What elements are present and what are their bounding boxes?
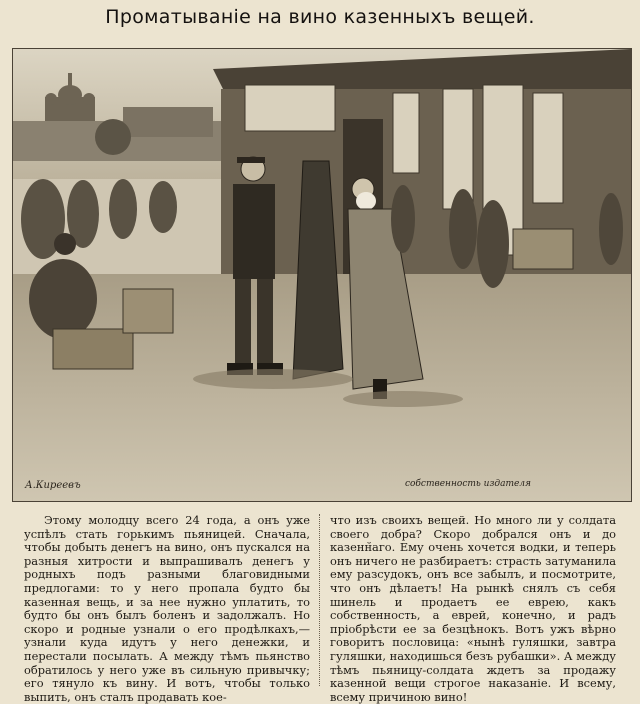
article-paragraph-2: что изъ своихъ вещей. Но много ли у солдата своего добра? Скоро добрался онъ и до казенн̆аго. Ему очень хочется водки, и теперь онъ ничего не разбираетъ: страсть затуманила ему разсудокъ, онъ все забылъ, и посмотрите, что онъ дѣлаетъ! На рынкѣ снялъ съ себя шинель и продаетъ ее еврею, какъ собственность, а еврей, конечно, и радъ пріобрѣсти ее за безцѣнокъ. Вотъ ужъ вѣрно говоритъ пословица: «нынѣ гуляшки, завтра гуляшки, находишься безъ рубашки». А между тѣмъ пьяницу-солдата ждетъ за продажу казенной вещи строгое наказаніе. И всему, всему причиною вино! xyxy=(330,513,616,704)
market-scene-drawing xyxy=(13,49,631,501)
article-paragraph-1: Этому молодцу всего 24 года, а онъ уже успѣлъ стать горькимъ пьяницей. Сначала, чтобы добыть денегъ на вино, онъ пускался на разныя хитрости и выпрашивалъ денегъ у родныхъ подъ разными благовидными предлогами: то у него пропала будто бы казенная вещь, и за нее нужно уплатить, то будто бы онъ былъ боленъ и задолжалъ. Но скоро и родные узнали о его продѣлкахъ,—узнали куда идутъ у него денежки, и перестали посылать. А между тѣмъ пьянство обратилось у него уже въ сильную привычку; его тянуло къ вину. И вотъ, чтобы только выпить, онъ сталъ продавать кое- xyxy=(24,513,310,704)
engraving-illustration xyxy=(12,48,632,502)
column-divider xyxy=(319,514,320,686)
publisher-credit: собственность издателя xyxy=(404,479,531,489)
artist-signature: А.Киреевъ xyxy=(25,480,81,491)
article-column-left xyxy=(24,514,310,704)
article-column-right xyxy=(330,514,616,704)
page-title: Проматываніе на вино казенныхъ вещей. xyxy=(105,6,535,28)
